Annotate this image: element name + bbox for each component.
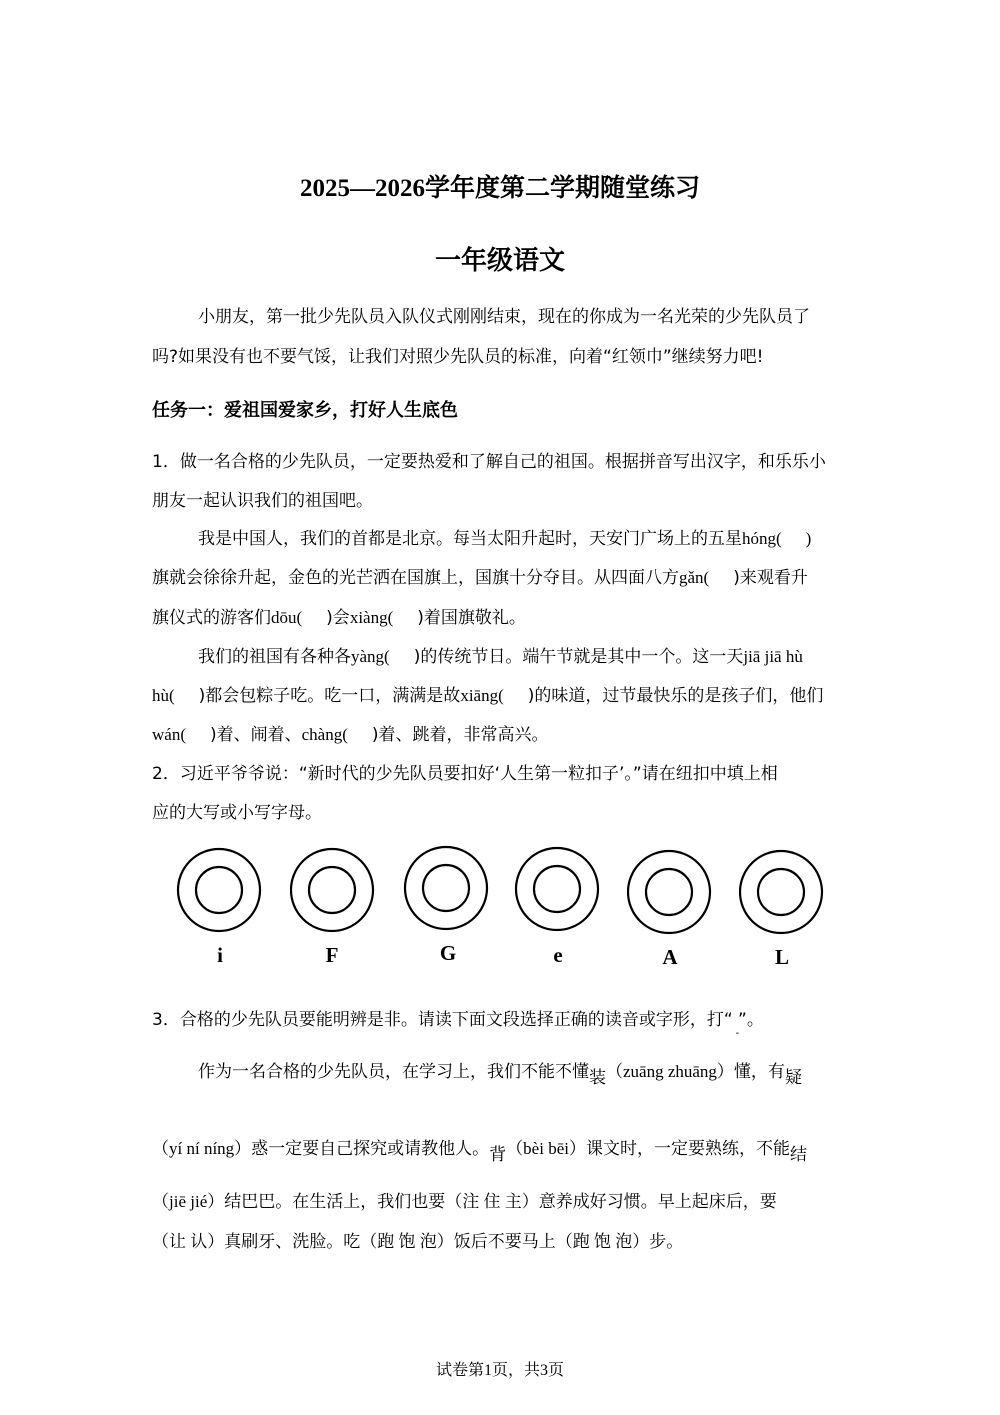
button-letter: G (439, 941, 457, 965)
button-item[interactable] (175, 845, 265, 975)
q1-p2-l1-text: 我们的祖国有各种各 (198, 647, 351, 667)
q3-options-yi[interactable]: （yí ní níng）惑一定要自己探究或请教他人。 (152, 1139, 490, 1158)
pinyin-hu: hù( (152, 686, 175, 705)
q3-p-line-3[interactable]: （jiē jié）结巴巴。在生活上，我们也要（注 住 主）意养成好习惯。早上起床后，要 (152, 1192, 777, 1211)
subject-title: 一年级语文 (434, 246, 565, 276)
check-mark-placeholder: - (735, 1028, 740, 1039)
task1-heading: 任务一：爱祖国爱家乡，打好人生底色 (152, 400, 458, 421)
button-item[interactable] (739, 845, 829, 975)
q3-p-line-1 (198, 1060, 802, 1088)
exam-title: 2025—2026学年度第二学期随堂练习 (299, 175, 700, 202)
button-letter: F (325, 943, 339, 967)
q1-p2-l3-mid: )着、闹着、 (209, 725, 302, 745)
q3-options-bei[interactable]: （bèi bēi）课文时，一定要熟练，不能 (506, 1139, 790, 1158)
q1-p1-line-1 (198, 527, 811, 551)
page-footer: 试卷第1页，共3页 (435, 1362, 564, 1379)
q3-char-bei: 背 (489, 1145, 507, 1165)
pinyin-wan: wán( (152, 725, 186, 744)
button-letter: L (774, 945, 789, 969)
q1-p1-line-2 (152, 566, 808, 590)
q3-p-l1-text: 作为一名合格的少先队员，在学习上，我们不能不懂 (198, 1062, 589, 1082)
q1-p1-l1-text: 我是中国人，我们的首都是北京。每当太阳升起时，天安门广场上的五星 (198, 529, 742, 549)
button-diagram (165, 845, 835, 975)
button-ring-icon (627, 845, 717, 935)
q3-char-zhuang: 装 (589, 1068, 606, 1088)
button-ring-icon (290, 845, 380, 935)
pinyin-xiang2: xiāng( (460, 686, 504, 705)
q1-p2-l2-mid: )都会包粽子吃。吃一口，满满是故 (198, 686, 461, 706)
button-letter: e (553, 943, 563, 967)
pinyin-xiang: xiàng( (349, 608, 394, 627)
q1-p1-l3-text: 旗仪式的游客们 (152, 608, 271, 628)
pinyin-yang: yàng( (351, 647, 390, 666)
q1-p2-line-3 (152, 723, 549, 747)
q1-p2-l3-rest: )着、跳着，非常高兴。 (371, 725, 549, 745)
q1-p1-l3-rest: )着国旗敬礼。 (417, 608, 526, 628)
q3-p-line-4[interactable]: （让 认）真刷牙、洗脸。吃（跑 饱 泡）饭后不要马上（跑 饱 泡）步。 (152, 1232, 684, 1251)
q1-p2-line-2 (152, 684, 823, 708)
q1-p1-l2-text: 旗就会徐徐升起，金色的光芒洒在国旗上，国旗十分夺目。从四面八方 (152, 568, 679, 588)
q1-p1-line-3 (152, 606, 526, 630)
q1-p2-l2-rest: )的味道，过节最快乐的是孩子们，他们 (527, 686, 824, 706)
button-letter: i (217, 943, 223, 967)
button-item[interactable] (290, 845, 380, 975)
q3-char-yi: 疑 (784, 1068, 802, 1088)
q1-line-2: 朋友一起认识我们的祖国吧。 (152, 491, 373, 511)
button-item[interactable] (627, 845, 717, 975)
intro-line-2: 吗?如果没有也不要气馁，让我们对照少先队员的标准，向着“红领巾”继续努力吧! (152, 347, 764, 367)
q3-instruction-end: ”。 (738, 1010, 764, 1030)
q3-char-jie: 结 (789, 1145, 807, 1165)
q2-line-2: 应的大写或小写字母。 (152, 803, 322, 823)
q1-p1-l3-mid: )会 (326, 608, 350, 628)
button-letter: A (662, 945, 678, 969)
q3-options-zhuang[interactable]: （zuāng zhuāng）懂，有 (606, 1062, 785, 1081)
pinyin-gan: gǎn( (679, 568, 710, 587)
button-ring-icon (403, 845, 493, 935)
pinyin-jiajiahu: jiā jiā hù (743, 647, 803, 666)
intro-line-1: 小朋友，第一批少先队员入队仪式刚刚结束，现在的你成为一名光荣的少先队员了 (198, 307, 810, 327)
button-item[interactable] (403, 845, 493, 975)
button-ring-icon (513, 845, 603, 935)
q3-line-1 (152, 1008, 764, 1039)
q1-p1-l2-rest: )来观看升 (733, 568, 808, 588)
pinyin-dou: dōu( (271, 608, 303, 627)
pinyin-chang: chàng( (301, 725, 348, 744)
q1-p2-line-1 (198, 645, 803, 669)
button-item[interactable] (513, 845, 603, 975)
q1-p2-l1-mid: )的传统节日。端午节就是其中一个。这一天 (413, 647, 744, 667)
q2-line-1: 2．习近平爷爷说：“新时代的少先队员要扣好‘人生第一粒扣子’。”请在纽扣中填上相 (152, 764, 778, 784)
button-ring-icon (175, 845, 265, 935)
paren-close: ) (805, 529, 812, 548)
q3-instruction: 3．合格的少先队员要能明辨是非。请读下面文段选择正确的读音或字形，打“ (152, 1010, 733, 1030)
q3-p-line-2 (152, 1137, 807, 1165)
pinyin-hong: hóng( (742, 529, 782, 548)
q1-line-1: 1．做一名合格的少先队员，一定要热爱和了解自己的祖国。根据拼音写出汉字，和乐乐小 (152, 452, 826, 472)
button-ring-icon (739, 845, 829, 935)
